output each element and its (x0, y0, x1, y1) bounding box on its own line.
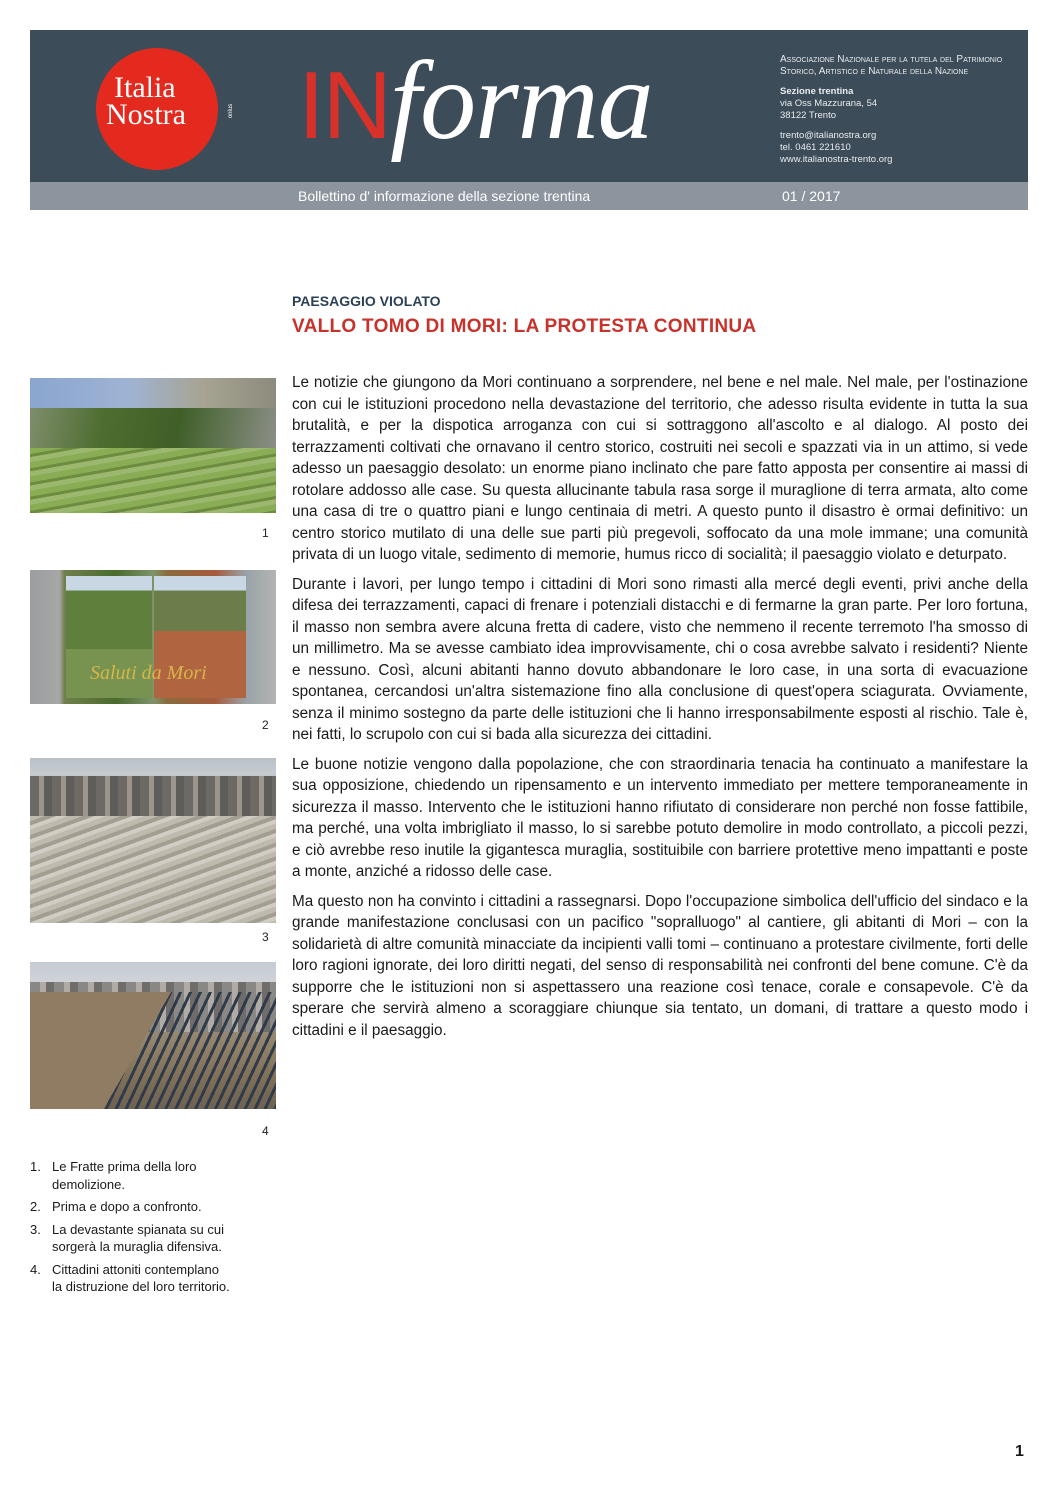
caption-number: 4. (30, 1261, 41, 1277)
brand-in: IN (298, 52, 390, 159)
photo-number: 2 (262, 718, 269, 732)
hill-band (30, 408, 276, 448)
issue-number: 01 / 2017 (782, 188, 841, 204)
caption-item (30, 1158, 230, 1193)
email: trento@italianostra.org (780, 130, 877, 141)
caption-text: Prima e dopo a confronto. (52, 1199, 202, 1214)
photo-citizens-protest (30, 962, 276, 1109)
address-line-2: 38122 Trento (780, 110, 836, 121)
photo-before-after (30, 570, 276, 704)
address-line-1: via Oss Mazzurana, 54 (780, 98, 878, 109)
section-label: PAESAGGIO VIOLATO (292, 293, 441, 309)
postcard-caption: Saluti da Mori (90, 662, 207, 684)
article-title: VALLO TOMO DI MORI: LA PROTESTA CONTINUA (292, 316, 757, 337)
caption-text: Le Fratte prima della loro demolizione. (52, 1159, 197, 1192)
logo-onlus: onlus (228, 103, 235, 119)
page-number: 1 (1015, 1443, 1024, 1460)
photo-number: 3 (262, 930, 269, 944)
bulletin-subtitle: Bollettino d' informazione della sezione trentina (298, 188, 591, 204)
paragraph: Le notizie che giungono da Mori continuano a sorprendere, nel bene e nel male. Nel male, per l'ostinazione con cui le istituzioni procedono nella devastazione del territorio, che adesso risulta evidente in tutta la sua brutalità, e per la dispotica arroganza con cui si sottraggono all'ascolto e al dialogo. Al posto dei terrazzamenti coltivati che ornavano il centro storico, costruiti nei secoli e spazzati via in un attimo, si vede adesso un paesaggio desolato: un enorme piano inclinato che pare fatto apposta per consentire ai massi di rotolare addosso alle case. Su questa allucinante tabula rasa sorge il muraglione di terra armata, alto come una casa di tre o quattro piani e lungo centinaia di metri. A questo punto il disastro è ormai definitivo: un centro storico mutilato di una delle sue parti più pregevoli, soffocato da una mole immane; una comunità privata di un luogo vitale, sedimento di memorie, humus ricco di socialità; il paesaggio violato e deturpato. (292, 374, 1028, 563)
assoc-line-2: Storico, Artistico e Naturale della Nazione (780, 66, 969, 77)
photo-number: 4 (262, 1124, 269, 1138)
logo-line-2: Nostra (106, 98, 186, 131)
logo-line-1: Italia (114, 71, 176, 104)
association-info (780, 54, 1020, 174)
paragraph: Le buone notizie vengono dalla popolazione, che con straordinaria tenacia ha continuato a manifestare la sua opposizione, chiedendo un ripensamento e un intervento immediato per mettere temporaneamente in sicurezza il masso. Intervento che le istituzioni hanno rifiutato di considerare non perché non fosse fattibile, ma perché, una volta imbrigliato il masso, lo si sarebbe potuto demolire in modo controllato, a piccoli pezzi, e ciò avrebbe reso inutile la gigantesca muraglia, sostituibile con barriere protettive meno impattanti e poste a monte, anziché a ridosso delle case. (292, 755, 1028, 880)
caption-number: 2. (30, 1199, 41, 1214)
website: www.italianostra-trento.org (780, 154, 893, 165)
paragraph: Ma questo non ha convinto i cittadini a rassegnarsi. Dopo l'occupazione simbolica dell'ufficio del sindaco e la grande manifestazione conclusasi con un pacifico "sopralluogo" al cantiere, gli abitanti di Mori – con la solidarietà di altre comunità minacciate da incipienti valli tomi – continuano a protestare civilmente, forti delle loro ragioni ignorate, dei loro diritti negati, del senso di responsabilità nei confronti del bene comune. C'è da supporre che le istituzioni non si aspettassero una reazione così tenace, corale e consapevole. C'è da sperare che servirà almeno a scoraggiare chiunque sia tentato, un domani, di trattare a questo modo i cittadini e il paesaggio. (292, 892, 1028, 1039)
logo-text (106, 71, 186, 131)
photo-number: 1 (262, 526, 269, 540)
brand-title (298, 36, 653, 171)
rubble-band (30, 816, 276, 923)
masthead (30, 30, 1028, 182)
subtitle-bar (30, 182, 1028, 210)
town-band (30, 776, 276, 816)
section-name: Sezione trentina (780, 86, 854, 97)
photo-captions (30, 1158, 230, 1301)
assoc-line-1: Associazione Nazionale per la tutela del Patrimonio (780, 54, 1003, 65)
phone: tel. 0461 221610 (780, 142, 851, 153)
brand-forma: forma (390, 39, 653, 163)
crowd-band (30, 992, 276, 1109)
caption-number: 3. (30, 1221, 41, 1237)
caption-text: Cittadini attoniti contemplano la distruzione del loro territorio. (52, 1261, 230, 1294)
photo-fratte-terraces (30, 378, 276, 513)
paragraph: Durante i lavori, per lungo tempo i cittadini di Mori sono rimasti alla mercé degli eventi, privi anche della difesa dei terrazzamenti, capaci di frenare i potenziali distacchi e di fermarne la gran parte. Per loro fortuna, il masso non sembra avere alcuna fretta di cadere, visto che nemmeno il recente terremoto l'ha smosso di un millimetro. Ma se avesse cambiato idea improvvisamente, chi o cosa avrebbe salvato i residenti? Niente e nessuno. Così, alcuni abitanti hanno dovuto abbandonare le loro case, in una sorta di evacuazione spontanea, cercandosi un'altra sistemazione fino alla conclusione di quest'opera sciagurata. Ovviamente, senza il minimo sostegno da parte delle istituzioni che li hanno irresponsabilmente esposti al rischio. Tale è, nei fatti, lo scrupolo con cui si bada alla sicurezza dei cittadini. (292, 575, 1028, 743)
caption-number: 1. (30, 1159, 41, 1174)
article-body (292, 372, 1028, 1049)
caption-item (30, 1221, 230, 1256)
photo-devastated-slope (30, 758, 276, 923)
caption-text: La devastante spianata su cui sorgerà la muraglia difensiva. (52, 1221, 225, 1254)
caption-item (30, 1261, 230, 1296)
caption-item (30, 1198, 230, 1216)
terrace-band (30, 448, 276, 513)
